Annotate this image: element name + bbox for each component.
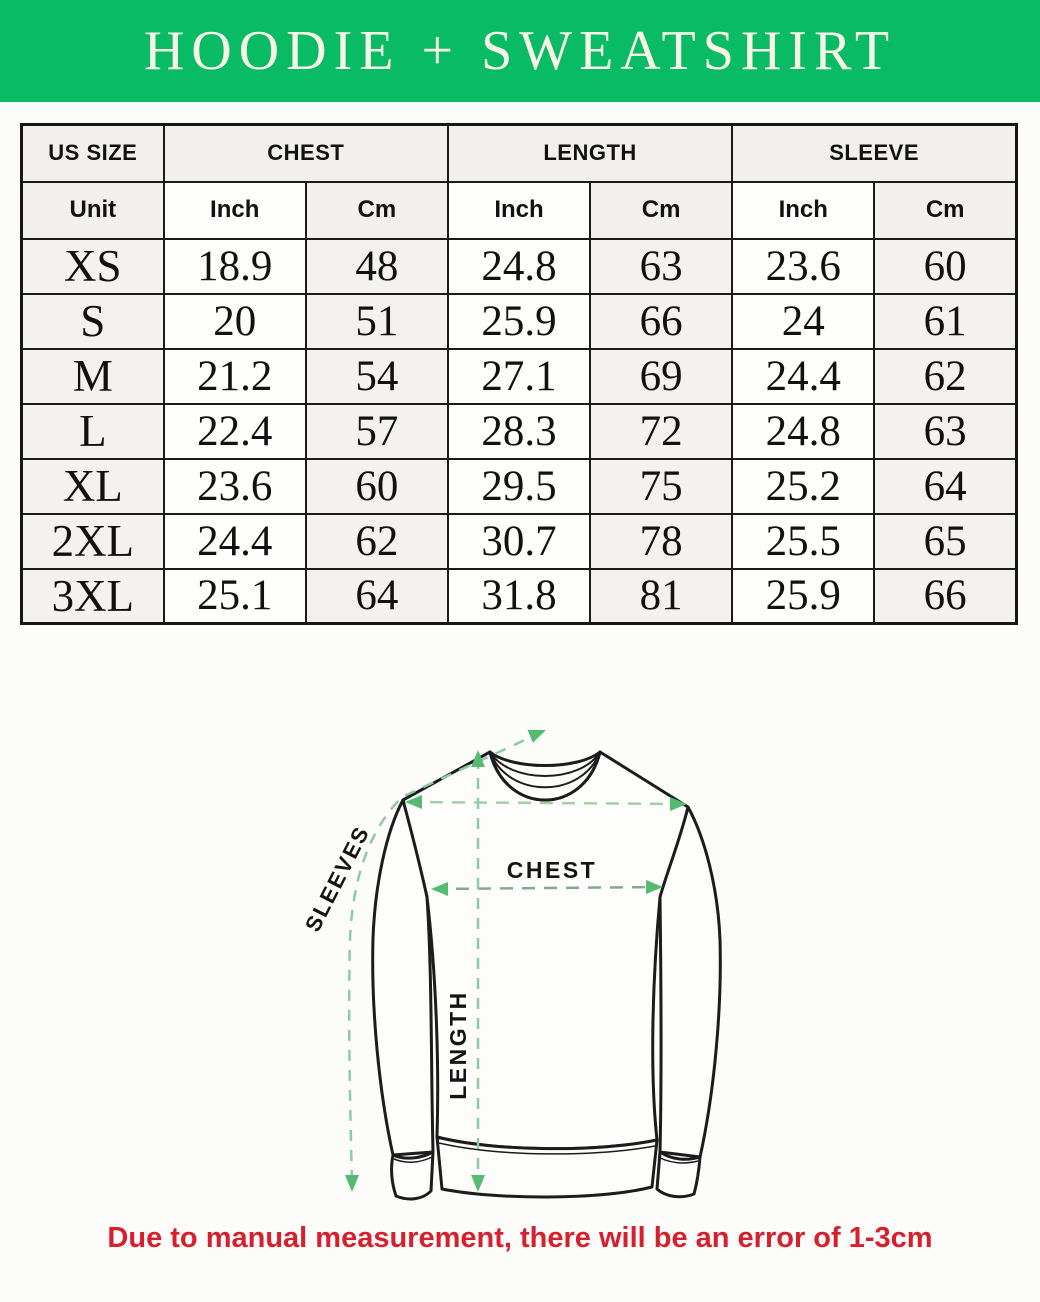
value-cell: 75: [590, 459, 732, 514]
value-cell: 60: [306, 459, 448, 514]
size-cell: XS: [22, 239, 164, 294]
table-row: [22, 514, 1017, 569]
table-row: [22, 294, 1017, 349]
table-row: [22, 349, 1017, 404]
value-cell: 23.6: [732, 239, 874, 294]
unit-label: Unit: [22, 182, 164, 239]
value-cell: 21.2: [164, 349, 306, 404]
value-cell: 65: [874, 514, 1016, 569]
value-cell: 72: [590, 404, 732, 459]
value-cell: 64: [306, 569, 448, 624]
value-cell: 78: [590, 514, 732, 569]
unit-inch: Inch: [448, 182, 590, 239]
value-cell: 28.3: [448, 404, 590, 459]
value-cell: 25.9: [732, 569, 874, 624]
value-cell: 24.4: [164, 514, 306, 569]
arrow-up-right-icon: [528, 724, 549, 743]
table-row: [22, 569, 1017, 624]
value-cell: 27.1: [448, 349, 590, 404]
chest-label: CHEST: [506, 857, 598, 883]
value-cell: 25.2: [732, 459, 874, 514]
size-cell: XL: [22, 459, 164, 514]
value-cell: 60: [874, 239, 1016, 294]
table-row: [22, 404, 1017, 459]
value-cell: 25.1: [164, 569, 306, 624]
sleeves-label: SLEEVES: [299, 821, 375, 936]
unit-cm: Cm: [306, 182, 448, 239]
value-cell: 62: [874, 349, 1016, 404]
value-cell: 54: [306, 349, 448, 404]
size-chart-table: [20, 123, 1018, 625]
value-cell: 69: [590, 349, 732, 404]
value-cell: 66: [590, 294, 732, 349]
title-banner: [0, 0, 1040, 102]
measurement-disclaimer: Due to manual measurement, there will be an error of 1-3cm: [107, 1222, 933, 1254]
value-cell: 22.4: [164, 404, 306, 459]
size-cell: 2XL: [22, 514, 164, 569]
value-cell: 63: [874, 404, 1016, 459]
value-cell: 62: [306, 514, 448, 569]
value-cell: 23.6: [164, 459, 306, 514]
value-cell: 24: [732, 294, 874, 349]
unit-inch: Inch: [732, 182, 874, 239]
header-sleeve: SLEEVE: [732, 125, 1016, 182]
value-cell: 64: [874, 459, 1016, 514]
value-cell: 20: [164, 294, 306, 349]
table-group-header-row: [22, 125, 1017, 182]
unit-cm: Cm: [874, 182, 1016, 239]
value-cell: 81: [590, 569, 732, 624]
value-cell: 18.9: [164, 239, 306, 294]
value-cell: 29.5: [448, 459, 590, 514]
value-cell: 57: [306, 404, 448, 459]
size-cell: L: [22, 404, 164, 459]
page-title: HOODIE + SWEATSHIRT: [143, 20, 897, 82]
table-row: [22, 239, 1017, 294]
value-cell: 24.8: [732, 404, 874, 459]
value-cell: 66: [874, 569, 1016, 624]
value-cell: 25.5: [732, 514, 874, 569]
unit-inch: Inch: [164, 182, 306, 239]
value-cell: 30.7: [448, 514, 590, 569]
value-cell: 25.9: [448, 294, 590, 349]
header-length: LENGTH: [448, 125, 732, 182]
header-chest: CHEST: [164, 125, 448, 182]
table-row: [22, 459, 1017, 514]
sweatshirt-measurement-diagram: [290, 700, 790, 1240]
value-cell: 31.8: [448, 569, 590, 624]
value-cell: 24.4: [732, 349, 874, 404]
size-cell: S: [22, 294, 164, 349]
value-cell: 63: [590, 239, 732, 294]
size-cell: 3XL: [22, 569, 164, 624]
length-label: LENGTH: [445, 990, 471, 1100]
value-cell: 48: [306, 239, 448, 294]
value-cell: 24.8: [448, 239, 590, 294]
header-us-size: US SIZE: [22, 125, 164, 182]
value-cell: 61: [874, 294, 1016, 349]
table-unit-row: [22, 182, 1017, 239]
arrow-down-icon: [345, 1175, 359, 1192]
size-cell: M: [22, 349, 164, 404]
unit-cm: Cm: [590, 182, 732, 239]
value-cell: 51: [306, 294, 448, 349]
